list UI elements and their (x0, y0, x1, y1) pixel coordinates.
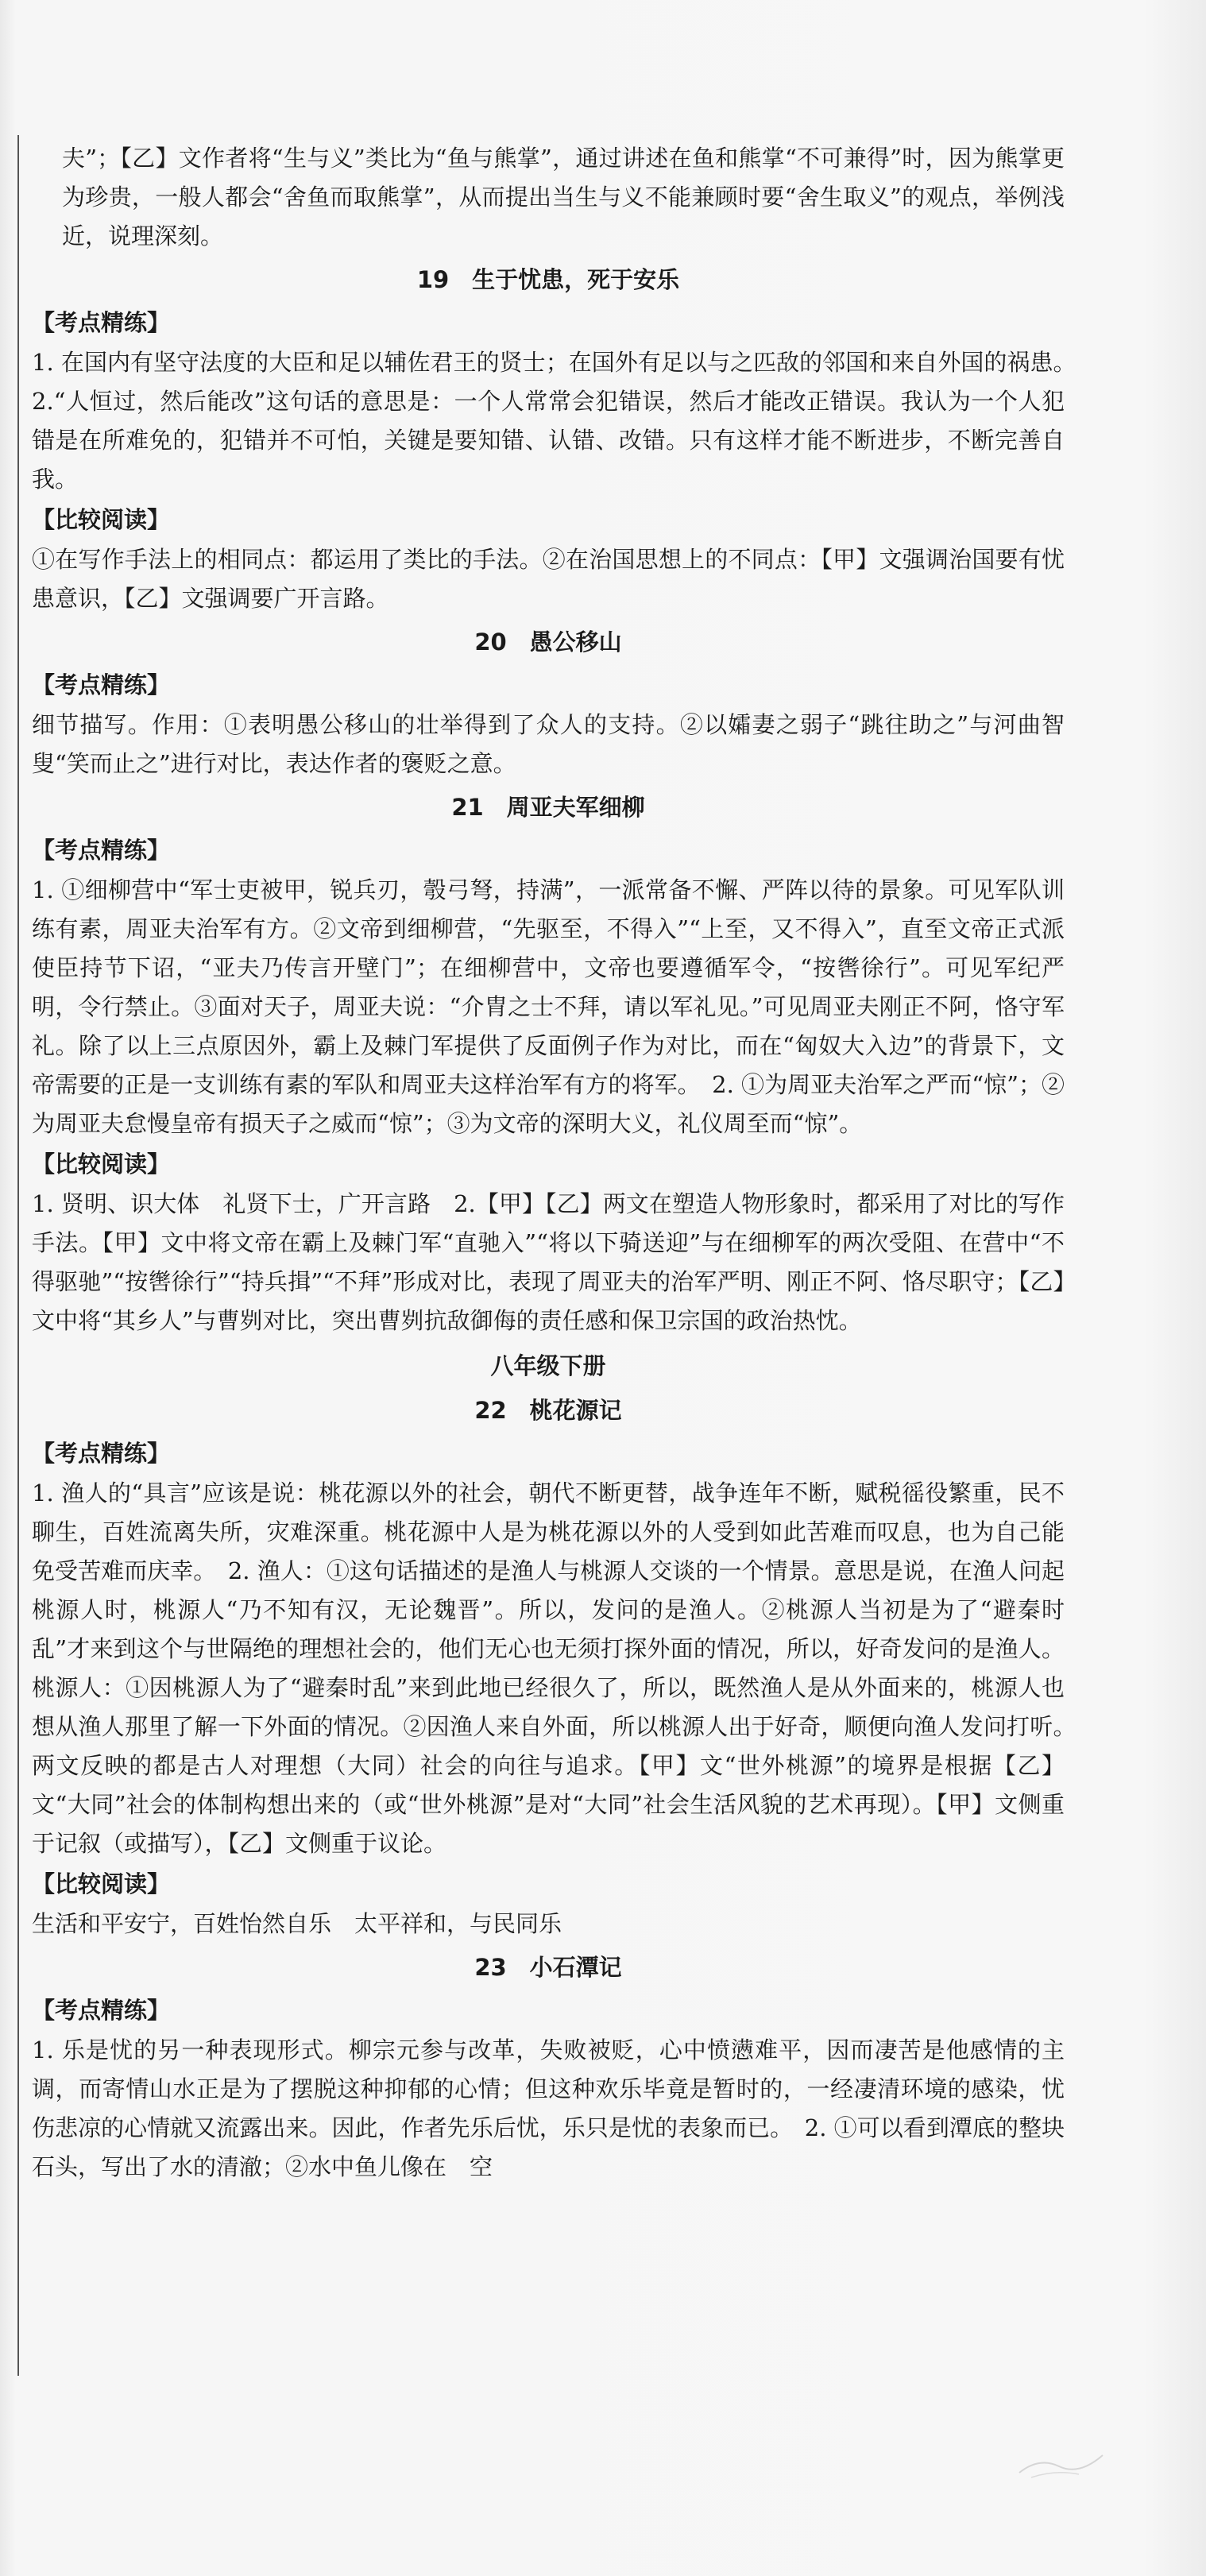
section-23 (32, 1947, 1065, 2187)
section-title: 21 周亚夫军细柳 (451, 794, 645, 821)
section-answer: 1. 贤明、识大体 礼贤下士，广开言路 2.【甲】【乙】两文在塑造人物形象时，都采用了对比的写作手法。【甲】文中将文帝在霸上及棘门军“直驰入”“将以下骑送迎”与在细柳军的两次受阻、在营中“不得驱驰”“按辔徐行”“持兵揖”“不拜”形成对比，表现了周亚夫的治军严明、刚正不阿、恪尽职守；【乙】文中将“其乡人”与曹刿对比，突出曹刿抗敌御侮的责任感和保卫宗国的政治热忱。 (32, 1190, 1065, 1334)
section-title: 23 小石潭记 (474, 1954, 622, 1981)
scan-smudge-mark (1015, 2449, 1111, 2481)
section-tag: 【考点精练】 (32, 1440, 171, 1467)
section-tag: 【比较阅读】 (32, 1151, 171, 1178)
section-tag: 【考点精练】 (32, 1997, 171, 2024)
binding-margin-line (17, 135, 19, 2376)
section-tag: 【考点精练】 (32, 837, 171, 864)
section-title: 20 愚公移山 (474, 629, 622, 656)
section-answer: 细节描写。作用：①表明愚公移山的壮举得到了众人的支持。②以孀妻之弱子“跳往助之”与河曲智叟“笑而止之”进行对比，表达作者的褒贬之意。 (32, 711, 1065, 777)
section-19 (32, 259, 1088, 618)
section-title: 19 生于忧患，死于安乐 (416, 266, 680, 293)
section-20 (32, 621, 1065, 783)
section-answer: 1. 在国内有坚守法度的大臣和足以辅佐君王的贤士；在国外有足以与之匹敌的邻国和来自外国的祸患。 2.“人恒过，然后能改”这句话的意思是：一个人常常会犯错误，然后才能改正错误。我认为一个人犯错是在所难免的，犯错并不可怕，关键是要知错、认错、改错。只有这样才能不断进步，不断完善自我。 (32, 349, 1088, 493)
section-tag: 【比较阅读】 (32, 506, 171, 533)
intro-paragraph: 夫”；【乙】文作者将“生与义”类比为“鱼与熊掌”，通过讲述在鱼和熊掌“不可兼得”时，因为熊掌更为珍贵，一般人都会“舍鱼而取熊掌”，从而提出当生与义不能兼顾时要“舍生取义”的观点，举例浅近，说理深刻。 (62, 145, 1065, 249)
section-tag: 【考点精练】 (32, 309, 171, 336)
section-answer: 1. 渔人的“具言”应该是说：桃花源以外的社会，朝代不断更替，战争连年不断，赋税徭役繁重，民不聊生，百姓流离失所，灾难深重。桃花源中人是为桃花源以外的人受到如此苦难而叹息，也为自己能免受苦难而庆幸。 2. 渔人：①这句话描述的是渔人与桃源人交谈的一个情景。意思是说，在渔人问起桃源人时，桃源人“乃不知有汉，无论魏晋”。所以，发问的是渔人。②桃源人当初是为了“避秦时乱”才来到这个与世隔绝的理想社会的，他们无心也无须打探外面的情况，所以，好奇发问的是渔人。桃源人：①因桃源人为了“避秦时乱”来到此地已经很久了，所以，既然渔人是从外面来的，桃源人也想从渔人那里了解一下外面的情况。②因渔人来自外面，所以桃源人出于好奇，顺便向渔人发问打听。 两文反映的都是古人对理想（大同）社会的向往与追求。【甲】文“世外桃源”的境界是根据【乙】文“大同”社会的体制构想出来的（或“世外桃源”是对“大同”社会生活风貌的艺术再现）。【甲】文侧重于记叙（或描写），【乙】文侧重于议论。 (32, 1479, 1088, 1857)
section-22 (32, 1390, 1088, 1944)
answer-content (32, 139, 1088, 2187)
section-answer: 生活和平安宁，百姓怡然自乐 太平祥和，与民同乐 (32, 1910, 562, 1937)
section-title: 22 桃花源记 (474, 1397, 622, 1424)
section-tag: 【比较阅读】 (32, 1870, 171, 1897)
section-answer: ①在写作手法上的相同点：都运用了类比的手法。②在治国思想上的不同点：【甲】文强调治国要有忧患意识，【乙】文强调要广开言路。 (32, 546, 1065, 612)
section-tag: 【考点精练】 (32, 671, 171, 698)
section-answer: 1. ①细柳营中“军士吏被甲，锐兵刃，彀弓弩，持满”，一派常备不懈、严阵以待的景象。可见军队训练有素，周亚夫治军有方。②文帝到细柳营，“先驱至，不得入”“上至，又不得入”，直至文帝正式派使臣持节下诏，“亚夫乃传言开壁门”；在细柳营中，文帝也要遵循军令，“按辔徐行”。可见军纪严明，令行禁止。③面对天子，周亚夫说：“介胄之士不拜，请以军礼见。”可见周亚夫刚正不阿，恪守军礼。除了以上三点原因外，霸上及棘门军提供了反面例子作为对比，而在“匈奴大入边”的背景下，文帝需要的正是一支训练有素的军队和周亚夫这样治军有方的将军。 2. ①为周亚夫治军之严而“惊”；②为周亚夫怠慢皇帝有损天子之威而“惊”；③为文帝的深明大义，礼仪周至而“惊”。 (32, 876, 1065, 1137)
section-answer: 1. 乐是忧的另一种表现形式。柳宗元参与改革，失败被贬，心中愤懑难平，因而凄苦是他感情的主调，而寄情山水正是为了摆脱这种抑郁的心情；但这种欢乐毕竟是暂时的，一经凄清环境的感染，忧伤悲凉的心情就又流露出来。因此，作者先乐后忧，乐只是忧的表象而已。 2. ①可以看到潭底的整块石头，写出了水的清澈；②水中鱼儿像在 空 (32, 2036, 1065, 2180)
section-21 (32, 787, 1065, 1340)
grade-heading: 八年级下册 (490, 1352, 606, 1379)
